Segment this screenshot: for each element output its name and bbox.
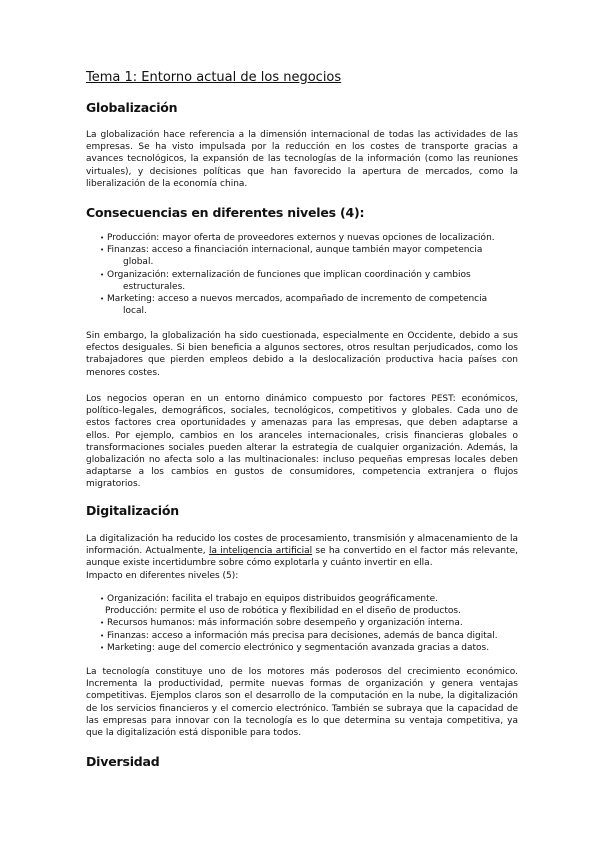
list-item xyxy=(102,293,518,317)
list-item xyxy=(102,617,518,629)
intro-text-after: se ha convertido en el factor más relevante, aunque existe incertidumbre sobre cómo explotarla y cuánto invertir en ella. xyxy=(86,546,518,569)
paragraph-consecuencias-1: Sin embargo, la globalización ha sido cuestionada, especialmente en Occidente, debido a sus efectos desiguales. Si bien beneficia a algunos sectores, otros resultan perjudicados, como los trabajadores que pierden empleos debido a la deslocalización productiva hacia países con menores costes. xyxy=(86,331,518,378)
list-item-continuation: global. xyxy=(123,257,154,268)
list-item-text: Finanzas: acceso a información más precisa para decisiones, además de banca digital. xyxy=(107,630,498,641)
paragraph-digitalizacion: La tecnología constituye uno de los motores más poderosos del crecimiento económico. Incrementa la productividad, permite nuevas formas de organización y genera ventajas competitivas. Ejemplos claros son el desarrollo de la computación en la nube, la digitalización de los servicios financieros y el comercio electrónico. También se subraya que la capacidad de las empresas para innovar con la tecnología es lo que determina su ventaja competitiva, ya que la digitalización está disponible para todos. xyxy=(86,667,518,739)
list-digitalizacion xyxy=(102,593,518,654)
list-item-text: Producción: mayor oferta de proveedores externos y nuevas opciones de localización. xyxy=(107,233,495,243)
list-item-continuation: estructurales. xyxy=(123,281,186,292)
page-title: Tema 1: Entorno actual de los negocios xyxy=(86,70,342,85)
bullet-icon: • xyxy=(100,246,105,255)
bullet-icon: • xyxy=(100,595,105,603)
heading-consecuencias: Consecuencias en diferentes niveles (4): xyxy=(86,205,365,220)
bullet-icon: • xyxy=(100,270,105,279)
heading-globalizacion: Globalización xyxy=(86,100,178,115)
list-item-continuation: local. xyxy=(123,306,147,317)
list-item-continuation: Producción: permite el uso de robótica y flexibilidad en el diseño de productos. xyxy=(105,606,461,617)
bullet-icon: • xyxy=(100,643,105,652)
list-item-text: Organización: facilita el trabajo en equipos distribuidos geográficamente. xyxy=(107,594,439,604)
list-item xyxy=(102,269,518,293)
list-item xyxy=(102,642,518,654)
paragraph-consecuencias-2: Los negocios operan en un entorno dinámico compuesto por factores PEST: económicos, político-legales, demográficos, sociales, tecnológicos, competitivos y globales. Cada uno de estos factores crea oportunidades y amenazas para las empresas, que deben adaptarse a ellos. Por ejemplo, cambios en los aranceles internacionales, crisis financieras globales o transformaciones sociales pueden alterar la estrategia de cualquier organización. Además, la globalización no afecta solo a las multinacionales: incluso pequeñas empresas locales deben adaptarse a los cambios en gustos de consumidores, competencia extranjera o flujos migratorios. xyxy=(86,394,518,490)
list-item-text: Marketing: acceso a nuevos mercados, acompañado de incremento de competencia xyxy=(107,294,488,305)
ai-link[interactable]: la inteligencia artificial xyxy=(208,546,313,557)
list-consecuencias xyxy=(102,232,518,317)
heading-digitalizacion: Digitalización xyxy=(86,503,179,518)
paragraph-digitalizacion-intro xyxy=(86,533,518,570)
bullet-icon: • xyxy=(100,619,105,628)
list-item-text: Marketing: auge del comercio electrónico y segmentación avanzada gracias a datos. xyxy=(107,642,490,653)
bullet-icon: • xyxy=(100,295,105,304)
bullet-icon: • xyxy=(100,234,105,242)
list-item xyxy=(102,232,518,244)
list-item xyxy=(102,630,518,642)
list-item xyxy=(102,244,518,268)
paragraph-globalizacion: La globalización hace referencia a la dimensión internacional de todas las actividades de las empresas. Se ha visto impulsada por la reducción en los costes de transporte gracias a avances tecnológicos, la expansión de las tecnologías de la información (como las reuniones virtuales), y decisiones políticas que han favorecido la apertura de mercados, como la liberalización de la economía china. xyxy=(86,130,518,189)
list-item-text: Recursos humanos: más información sobre desempeño y organización interna. xyxy=(107,618,463,629)
list-item-text: Organización: externalización de funciones que implican coordinación y cambios xyxy=(107,269,471,280)
intro-text-before: La digitalización ha reducido los costes de procesamiento, transmisión y almacenamiento de la información. Actualmente, xyxy=(86,534,518,557)
list-item xyxy=(102,593,518,617)
impact-label: Impacto en diferentes niveles (5): xyxy=(86,571,239,581)
list-item-text: Finanzas: acceso a financiación internacional, aunque también mayor competencia xyxy=(107,245,483,256)
bullet-icon: • xyxy=(100,631,105,640)
heading-diversidad: Diversidad xyxy=(86,754,160,769)
